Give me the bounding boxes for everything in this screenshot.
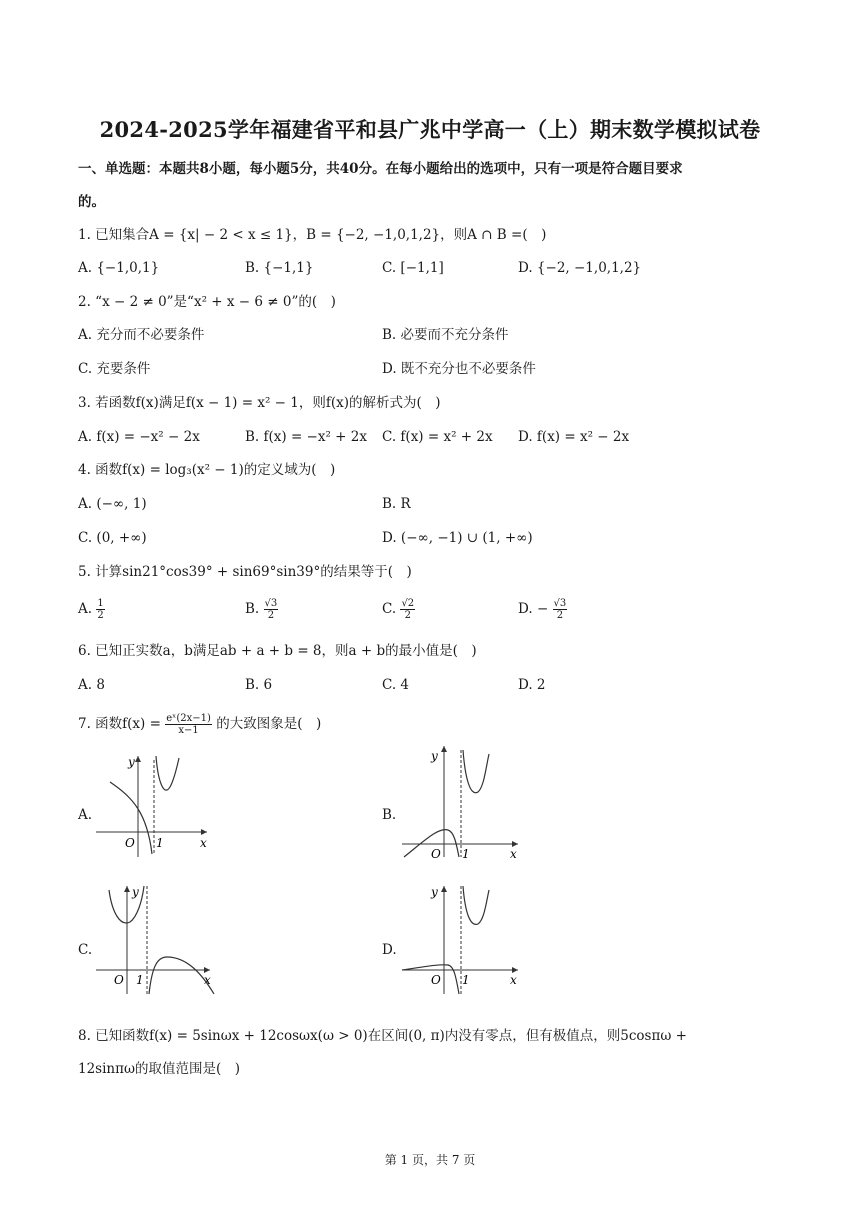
q4-option-d: D. (−∞, −1) ∪ (1, +∞) — [382, 530, 533, 546]
graph-d-x-label: x — [510, 973, 517, 987]
q1-option-c: C. [−1,1] — [382, 260, 444, 276]
q4-option-c: C. (0, +∞) — [78, 530, 147, 546]
graph-b-x-label: x — [510, 847, 517, 861]
fraction-denominator: 2 — [97, 610, 104, 621]
question-7 — [78, 713, 321, 736]
graph-a — [92, 752, 217, 862]
q2-option-b: B. 必要而不充分条件 — [382, 327, 509, 343]
fraction-numerator: √3 — [264, 598, 278, 609]
q5-option-a-fraction — [96, 598, 104, 621]
q2-option-c: C. 充要条件 — [78, 361, 151, 377]
q3-option-a: A. f(x) = −x² − 2x — [78, 429, 200, 445]
graph-d-one-label: 1 — [462, 973, 470, 987]
graph-a-one-label: 1 — [156, 836, 164, 850]
q7-fraction — [165, 713, 212, 736]
q5-option-b — [245, 598, 278, 621]
q7-option-d: D. — [382, 942, 397, 958]
graph-c-origin-label: O — [114, 973, 124, 987]
q3-option-c: C. f(x) = x² + 2x — [382, 429, 493, 445]
graph-c-x-label: x — [204, 973, 211, 987]
graph-a-y-label: y — [128, 755, 135, 769]
section-heading: 一、单选题：本题共8小题，每小题5分，共40分。在每小题给出的选项中，只有一项是符合题目要求 — [78, 161, 683, 177]
fraction-denominator: x−1 — [178, 725, 199, 736]
graph-c — [92, 882, 222, 997]
q5-option-d-fraction — [553, 598, 568, 621]
q3-option-d: D. f(x) = x² − 2x — [518, 429, 630, 445]
q4-option-b: B. R — [382, 496, 411, 512]
graph-a-origin-label: O — [125, 836, 135, 850]
question-2: 2. “x − 2 ≠ 0”是“x² + x − 6 ≠ 0”的( ) — [78, 294, 336, 310]
q5-option-c-label: C. — [382, 601, 397, 617]
q7-stem-suffix: 的大致图象是( ) — [216, 716, 322, 732]
graph-d-y-label: y — [431, 885, 438, 899]
q6-option-a: A. 8 — [78, 677, 105, 693]
q7-stem-prefix: 7. 函数f(x) = — [78, 716, 161, 732]
graph-d-origin-label: O — [431, 973, 441, 987]
fraction-numerator: √2 — [401, 598, 415, 609]
graph-c-y-label: y — [132, 885, 139, 899]
q7-option-a: A. — [78, 807, 93, 823]
q1-option-a: A. {−1,0,1} — [78, 260, 160, 276]
fraction-numerator: √3 — [553, 598, 567, 609]
q1-option-b: B. {−1,1} — [245, 260, 314, 276]
section-heading-cont: 的。 — [78, 194, 105, 210]
q5-option-a — [78, 598, 105, 621]
q5-option-a-label: A. — [78, 601, 93, 617]
question-5: 5. 计算sin21°cos39° + sin69°sin39°的结果等于( ) — [78, 564, 412, 580]
q5-option-d — [518, 598, 567, 621]
q7-option-b: B. — [382, 807, 397, 823]
q5-option-c — [382, 598, 415, 621]
fraction-denominator: 2 — [556, 610, 564, 621]
q2-option-a: A. 充分而不必要条件 — [78, 327, 205, 343]
q7-option-c: C. — [78, 942, 93, 958]
q6-option-c: C. 4 — [382, 677, 410, 693]
q5-option-c-fraction — [400, 598, 415, 621]
q5-option-d-sign: − — [536, 601, 549, 617]
question-6: 6. 已知正实数a，b满足ab + a + b = 8，则a + b的最小值是( ) — [78, 643, 477, 659]
graph-d — [398, 882, 523, 997]
page-title: 2024-2025学年福建省平和县广兆中学高一（上）期末数学模拟试卷 — [99, 117, 761, 142]
question-8: 8. 已知函数f(x) = 5sinωx + 12cosωx(ω > 0)在区间(0, π)内没有零点，但有极值点，则5cosπω + — [78, 1028, 687, 1044]
page-footer: 第 1 页，共 7 页 — [384, 1153, 476, 1167]
graph-b-one-label: 1 — [462, 847, 470, 861]
q5-option-b-fraction — [264, 598, 279, 621]
fraction-numerator: eˣ(2x−1) — [166, 713, 211, 724]
q1-option-d: D. {−2, −1,0,1,2} — [518, 260, 642, 276]
question-1: 1. 已知集合A = {x| − 2 < x ≤ 1}，B = {−2, −1,0,1,2}，则A ∩ B =( ) — [78, 227, 547, 243]
q3-option-b: B. f(x) = −x² + 2x — [245, 429, 367, 445]
graph-b — [398, 742, 523, 862]
q2-option-d: D. 既不充分也不必要条件 — [382, 361, 536, 377]
graph-a-x-label: x — [200, 836, 207, 850]
q5-option-b-label: B. — [245, 601, 260, 617]
graph-b-y-label: y — [431, 749, 438, 763]
q5-option-d-label: D. — [518, 601, 533, 617]
question-8-cont: 12sinπω的取值范围是( ) — [78, 1061, 241, 1077]
graph-c-one-label: 1 — [136, 973, 144, 987]
graph-b-origin-label: O — [431, 847, 441, 861]
fraction-denominator: 2 — [404, 610, 411, 621]
question-3: 3. 若函数f(x)满足f(x − 1) = x² − 1，则f(x)的解析式为( ) — [78, 395, 441, 411]
q6-option-d: D. 2 — [518, 677, 546, 693]
question-4: 4. 函数f(x) = log₃(x² − 1)的定义域为( ) — [78, 462, 336, 478]
q4-option-a: A. (−∞, 1) — [78, 496, 147, 512]
fraction-numerator: 1 — [97, 598, 104, 609]
fraction-denominator: 2 — [267, 610, 275, 621]
q6-option-b: B. 6 — [245, 677, 273, 693]
